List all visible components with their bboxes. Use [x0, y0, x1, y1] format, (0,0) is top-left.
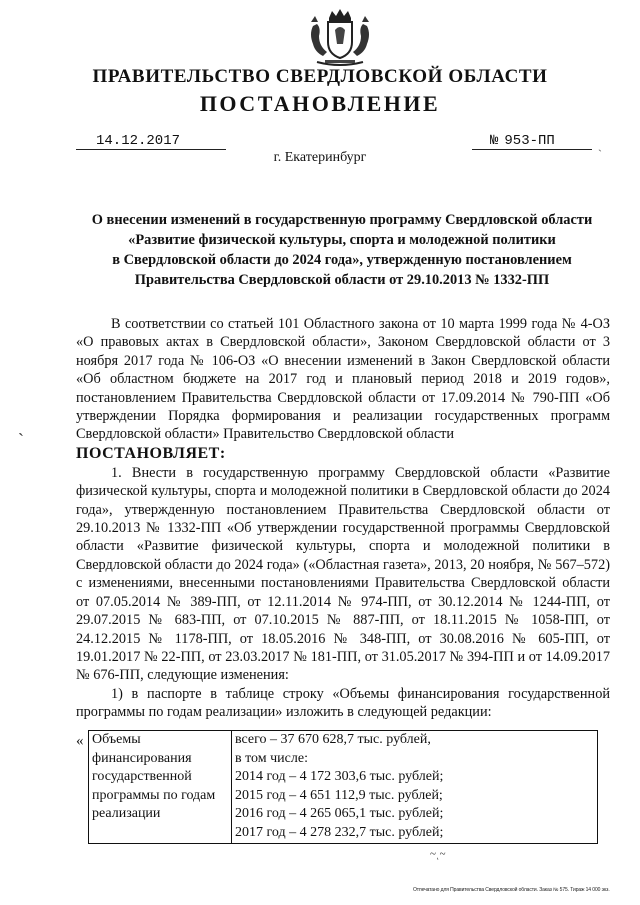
table-row [89, 731, 598, 844]
finance-line: в том числе: [235, 750, 308, 766]
finance-line: 2017 год – 4 278 232,7 тыс. рублей; [235, 824, 444, 840]
decree-word: ПОСТАНОВЛЯЕТ: [76, 444, 226, 462]
finance-line: всего – 37 670 628,7 тыс. рублей, [235, 732, 431, 747]
document-date: 14.12.2017 [76, 133, 226, 150]
title-line: Правительства Свердловской области от 29.10.2013 № 1332-ПП [134, 272, 550, 288]
preamble-paragraph: В соответствии со статьей 101 Областного закона от 10 марта 1999 года № 4-ОЗ «О правовых актах в Свердловской области», Законом Свердловской области от 3 ноября 2017 года № 106-ОЗ «О внесении изменений в Закон Свердловской области «Об областном бюджете на 2017 год и плановый период 2018 и 2019 годов», постановлением Правительства Свердловской области от 17.09.2014 № 790-ПП «Об утверждении Порядка формирования и реализации государственных программ Свердловской области» Правительство Свердловской области [76, 316, 610, 443]
title-line: О внесении изменений в государственную программу Свердловской области [91, 212, 593, 228]
finance-line: 2015 год – 4 651 112,9 тыс. рублей; [235, 787, 443, 803]
stray-mark: ˎ [598, 138, 602, 152]
government-name: ПРАВИТЕЛЬСТВО СВЕРДЛОВСКОЙ ОБЛАСТИ [92, 66, 548, 87]
finance-line: 2014 год – 4 172 303,6 тыс. рублей; [235, 769, 444, 785]
financing-table [88, 730, 598, 844]
title-line: в Свердловской области до 2024 года», утвержденную постановлением [112, 252, 572, 268]
print-note: Отпечатано для Правительства Свердловской области. Заказ № 575. Тираж 14 000 экз. [413, 887, 610, 893]
document-number [472, 133, 592, 150]
title-line: «Развитие физической культуры, спорта и молодежной политики [128, 232, 556, 248]
point-1-paragraph: 1. Внести в государственную программу Свердловской области «Развитие физической культуры, спорта и молодежной политики в Свердловской области до 2024 года», утвержденную постановлением Правительства Свердловской области от 29.10.2013 № 1332-ПП «Об утверждении государственной программы Свердловской области «Развитие физической культуры, спорта и молодежной политики в Свердловской области до 2024 года» («Областная газета», 2013, 20 ноября, № 567–572) с изменениями, внесенными постановлениями Правительства Свердловской области от 07.05.2014 № 389-ПП, от 12.11.2014 № 974-ПП, от 30.12.2014 № 1244-ПП, от 29.07.2015 № 683-ПП, от 07.10.2015 № 887-ПП, от 18.11.2015 № 1058-ПП, от 24.12.2015 № 1178-ПП, от 18.05.2016 № 348-ПП, от 30.08.2016 № 605-ПП, от 19.01.2017 № 22-ПП, от 23.03.2017 № 181-ПП, от 31.05.2017 № 394-ПП и от 14.09.2017 № 676-ПП, следующие изменения: [76, 464, 610, 684]
number-label: № [490, 133, 499, 149]
number-value: 953-ПП [504, 133, 555, 149]
document-body [76, 315, 610, 722]
finance-line: 2016 год – 4 265 065,1 тыс. рублей; [235, 806, 444, 822]
city-name: г. Екатеринбург [273, 150, 367, 165]
table-cell-values [232, 731, 598, 844]
document-title [72, 210, 612, 290]
table-cell-label: Объемы финансирования государственной программы по годам реализации [89, 731, 232, 844]
scan-mark: ~ͺ~ [430, 848, 446, 860]
subpoint-1-paragraph: 1) в паспорте в таблице строку «Объемы финансирования государственной программы по годам реализации» изложить в следующей редакции: [76, 685, 610, 721]
coat-of-arms-icon [305, 8, 375, 70]
margin-tick-mark: ˎ [18, 416, 24, 436]
document-type: ПОСТАНОВЛЕНИЕ [199, 91, 441, 116]
open-quote: « [76, 733, 84, 749]
